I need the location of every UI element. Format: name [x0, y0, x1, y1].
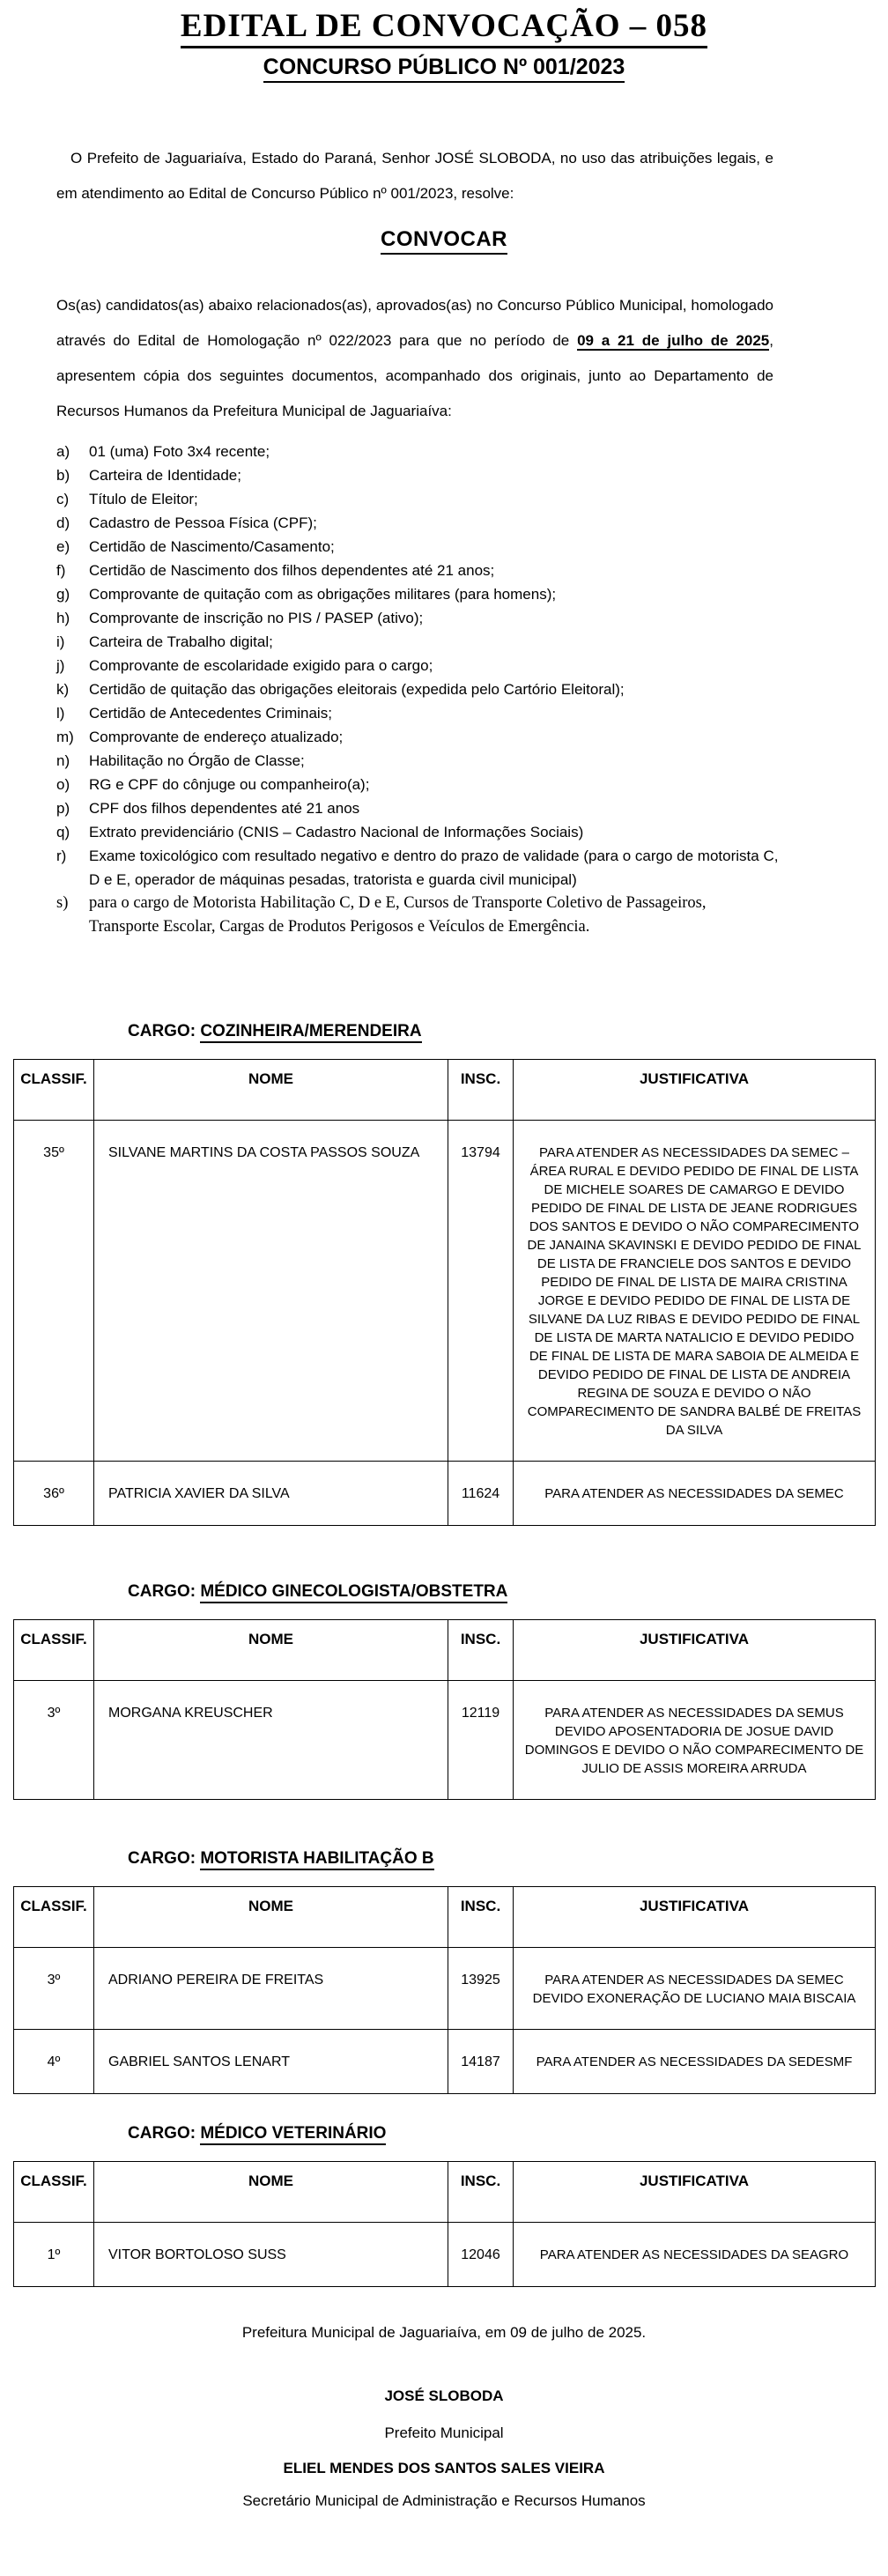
cargo-heading [128, 1022, 888, 1041]
intro-paragraph: O Prefeito de Jaguariaíva, Estado do Paraná, Senhor JOSÉ SLOBODA, no uso das atribuições legais, e em atendimento ao Edital de Concurso Público nº 001/2023, resolve: [56, 150, 773, 202]
cargo-table [13, 1059, 876, 1526]
requirement-text: Certidão de quitação das obrigações eleitorais (expedida pelo Cartório Eleitoral); [89, 681, 625, 698]
requirement-marker: b) [56, 467, 70, 484]
table-header-cell: INSC. [448, 2162, 514, 2223]
cell-classif: 4º [14, 2030, 94, 2094]
cell-justificativa: PARA ATENDER AS NECESSIDADES DA SEMEC – ÁREA RURAL E DEVIDO PEDIDO DE FINAL DE LISTA DE MICHELE SOARES DE CAMARGO E DEVIDO PEDIDO DE FINAL DE LISTA DE JEANE RODRIGUES DOS SANTOS E DEVIDO O NÃO COMPARECIMENTO DE JANAINA SKAVINSKI E DEVIDO PEDIDO DE FINAL DE LISTA DE FRANCIELE DOS SANTOS E DEVIDO PEDIDO DE FINAL DE LISTA DE MAIRA CRISTINA JORGE E DEVIDO PEDIDO DE FINAL DE LISTA DE SILVANE DA LUZ RIBAS E DEVIDO PEDIDO DE FINAL DE LISTA DE MARTA NATALICIO E DEVIDO PEDIDO DE FINAL DE LISTA DE MARA SABOIA DE ALMEIDA E DEVIDO PEDIDO DE FINAL DE LISTA DE ANDREIA REGINA DE SOUZA E DEVIDO O NÃO COMPARECIMENTO DE SANDRA BALBÉ DE FREITAS DA SILVA [514, 1121, 876, 1462]
requirement-item [56, 487, 779, 511]
requirement-text: Comprovante de escolaridade exigido para o cargo; [89, 657, 433, 674]
requirement-text: RG e CPF do cônjuge ou companheiro(a); [89, 776, 370, 793]
signature-name-mayor: JOSÉ SLOBODA [384, 2387, 504, 2404]
requirement-item [56, 677, 779, 701]
cargo-name: MÉDICO VETERINÁRIO [200, 2124, 386, 2145]
requirement-text: CPF dos filhos dependentes até 21 anos [89, 800, 360, 817]
requirement-marker: a) [56, 443, 70, 460]
subtitle-row [0, 55, 888, 83]
table-header-cell: NOME [94, 1887, 448, 1948]
table-header-cell: JUSTIFICATIVA [514, 1060, 876, 1121]
requirement-item [56, 511, 779, 535]
requirement-marker: c) [56, 491, 70, 507]
table-row [14, 1948, 876, 2030]
body-paragraph-part2: , apresentem cópia dos seguintes documentos, acompanhado dos originais, junto ao Departamento de Recursos Humanos da Prefeitura Municipal de Jaguariaíva: [56, 332, 773, 419]
cargo-section [0, 1582, 888, 1800]
table-header-cell: CLASSIF. [14, 1060, 94, 1121]
requirement-marker: i) [56, 633, 65, 650]
cargo-label: CARGO: [128, 2124, 201, 2143]
cargo-name: MÉDICO GINECOLOGISTA/OBSTETRA [200, 1582, 507, 1603]
cargo-name: COZINHEIRA/MERENDEIRA [200, 1022, 421, 1043]
cell-insc: 12046 [448, 2223, 514, 2287]
cargo-table [13, 1619, 876, 1800]
requirement-text: Certidão de Nascimento dos filhos dependentes até 21 anos; [89, 562, 495, 579]
requirement-text: Comprovante de endereço atualizado; [89, 729, 344, 745]
table-header-cell: NOME [94, 1620, 448, 1681]
requirement-text: Comprovante de quitação com as obrigações militares (para homens); [89, 586, 557, 603]
table-header-row [14, 1887, 876, 1948]
requirement-text: Título de Eleitor; [89, 491, 198, 507]
requirement-item [56, 820, 779, 844]
requirement-item [56, 535, 779, 559]
requirement-marker: q) [56, 824, 70, 840]
cell-nome: PATRICIA XAVIER DA SILVA [94, 1462, 448, 1526]
closing-date-line: Prefeitura Municipal de Jaguariaíva, em 09 de julho de 2025. [241, 2324, 647, 2341]
requirement-marker: j) [56, 657, 65, 674]
signature-role-mayor: Prefeito Municipal [384, 2424, 504, 2441]
table-header-cell: JUSTIFICATIVA [514, 1620, 876, 1681]
cell-justificativa: PARA ATENDER AS NECESSIDADES DA SEMUS DEVIDO APOSENTADORIA DE JOSUE DAVID DOMINGOS E DEVIDO O NÃO COMPARECIMENTO DE JULIO DE ASSIS MOREIRA ARRUDA [514, 1681, 876, 1800]
requirement-item [56, 701, 779, 725]
table-row [14, 2030, 876, 2094]
requirement-marker: o) [56, 776, 70, 793]
requirement-marker: n) [56, 752, 70, 769]
table-header-cell: CLASSIF. [14, 1887, 94, 1948]
cargo-label: CARGO: [128, 1022, 201, 1040]
table-header-cell: JUSTIFICATIVA [514, 2162, 876, 2223]
requirement-item [56, 749, 779, 773]
table-header-cell: INSC. [448, 1887, 514, 1948]
title-row [0, 0, 888, 48]
cargo-heading [128, 1849, 888, 1869]
requirement-text: 01 (uma) Foto 3x4 recente; [89, 443, 270, 460]
cargo-table [13, 1886, 876, 2094]
cell-justificativa: PARA ATENDER AS NECESSIDADES DA SEMEC DEVIDO EXONERAÇÃO DE LUCIANO MAIA BISCAIA [514, 1948, 876, 2030]
requirement-marker: f) [56, 562, 66, 579]
cell-classif: 1º [14, 2223, 94, 2287]
table-header-row [14, 1620, 876, 1681]
requirement-text: Carteira de Trabalho digital; [89, 633, 273, 650]
requirement-marker: e) [56, 538, 70, 555]
cargo-heading [128, 1582, 888, 1602]
cargo-section [0, 1022, 888, 1526]
cargo-sections [0, 1022, 888, 2287]
cell-nome: VITOR BORTOLOSO SUSS [94, 2223, 448, 2287]
table-header-cell: NOME [94, 1060, 448, 1121]
requirement-item [56, 582, 779, 606]
cargo-label: CARGO: [128, 1582, 201, 1601]
signature-role-secretary: Secretário Municipal de Administração e Recursos Humanos [242, 2492, 646, 2509]
requirement-text: Cadastro de Pessoa Física (CPF); [89, 514, 317, 531]
cell-classif: 36º [14, 1462, 94, 1526]
cell-nome: ADRIANO PEREIRA DE FREITAS [94, 1948, 448, 2030]
table-row [14, 2223, 876, 2287]
requirement-item [56, 559, 779, 582]
requirement-item [56, 606, 779, 630]
requirement-item [56, 725, 779, 749]
cargo-section [0, 2124, 888, 2287]
requirement-item [56, 630, 779, 654]
cargo-heading [128, 2124, 888, 2143]
table-header-row [14, 1060, 876, 1121]
table-header-cell: NOME [94, 2162, 448, 2223]
body-paragraph-part1: Os(as) candidatos(as) abaixo relacionados(as), aprovados(as) no Concurso Público Municipal, homologado através do Edital de Homologação nº 022/2023 para que no período de [56, 297, 773, 349]
cell-insc: 12119 [448, 1681, 514, 1800]
cargo-section [0, 1849, 888, 2094]
cell-insc: 13925 [448, 1948, 514, 2030]
cell-insc: 11624 [448, 1462, 514, 1526]
table-header-cell: INSC. [448, 1620, 514, 1681]
cell-insc: 14187 [448, 2030, 514, 2094]
requirement-marker: l) [56, 705, 65, 722]
body-paragraph-highlight: 09 a 21 de julho de 2025 [577, 332, 770, 349]
requirement-marker: m) [56, 729, 74, 745]
requirement-text: Habilitação no Órgão de Classe; [89, 752, 305, 769]
requirement-item [56, 773, 779, 796]
requirement-item [56, 796, 779, 820]
table-row [14, 1462, 876, 1526]
requirement-text: Comprovante de inscrição no PIS / PASEP (ativo); [89, 610, 424, 626]
body-paragraph [56, 288, 773, 429]
requirement-marker: d) [56, 514, 70, 531]
cell-justificativa: PARA ATENDER AS NECESSIDADES DA SEAGRO [514, 2223, 876, 2287]
requirement-text: para o cargo de Motorista Habilitação C, D e E, Cursos de Transporte Coletivo de Passageiros, Transporte Escolar, Cargas de Produtos Perigosos e Veículos de Emergência. [89, 894, 707, 936]
requirement-marker: p) [56, 800, 70, 817]
requirement-text: Certidão de Nascimento/Casamento; [89, 538, 335, 555]
cell-justificativa: PARA ATENDER AS NECESSIDADES DA SEDESMF [514, 2030, 876, 2094]
requirement-marker: k) [56, 681, 70, 698]
requirement-marker: g) [56, 586, 70, 603]
cell-classif: 3º [14, 1948, 94, 2030]
cargo-table [13, 2161, 876, 2287]
requirement-item [56, 892, 779, 939]
table-header-cell: INSC. [448, 1060, 514, 1121]
requirement-marker: s) [56, 894, 69, 912]
requirement-item [56, 440, 779, 463]
convocar-heading: CONVOCAR [381, 227, 507, 255]
document-subtitle: CONCURSO PÚBLICO Nº 001/2023 [263, 55, 625, 83]
cell-nome: GABRIEL SANTOS LENART [94, 2030, 448, 2094]
cell-justificativa: PARA ATENDER AS NECESSIDADES DA SEMEC [514, 1462, 876, 1526]
requirement-item [56, 654, 779, 677]
table-header-cell: JUSTIFICATIVA [514, 1887, 876, 1948]
table-header-cell: CLASSIF. [14, 2162, 94, 2223]
requirement-text: Exame toxicológico com resultado negativo e dentro do prazo de validade (para o cargo de motorista C, D e E, operador de máquinas pesadas, tratorista e guarda civil municipal) [89, 848, 779, 888]
requirement-item [56, 463, 779, 487]
signature-name-secretary: ELIEL MENDES DOS SANTOS SALES VIEIRA [283, 2460, 605, 2476]
requirement-text: Extrato previdenciário (CNIS – Cadastro Nacional de Informações Sociais) [89, 824, 584, 840]
table-header-row [14, 2162, 876, 2223]
table-row [14, 1121, 876, 1462]
table-row [14, 1681, 876, 1800]
cell-nome: SILVANE MARTINS DA COSTA PASSOS SOUZA [94, 1121, 448, 1462]
cell-classif: 35º [14, 1121, 94, 1462]
cell-nome: MORGANA KREUSCHER [94, 1681, 448, 1800]
cell-insc: 13794 [448, 1121, 514, 1462]
document-title: EDITAL DE CONVOCAÇÃO – 058 [181, 7, 707, 48]
cargo-label: CARGO: [128, 1849, 201, 1868]
requirement-marker: r) [56, 848, 67, 864]
table-header-cell: CLASSIF. [14, 1620, 94, 1681]
cargo-name: MOTORISTA HABILITAÇÃO B [200, 1849, 433, 1870]
requirements-list [56, 440, 779, 939]
requirement-text: Certidão de Antecedentes Criminais; [89, 705, 332, 722]
convocar-row [0, 227, 888, 255]
requirement-item [56, 844, 779, 892]
requirement-text: Carteira de Identidade; [89, 467, 241, 484]
cell-classif: 3º [14, 1681, 94, 1800]
requirement-marker: h) [56, 610, 70, 626]
